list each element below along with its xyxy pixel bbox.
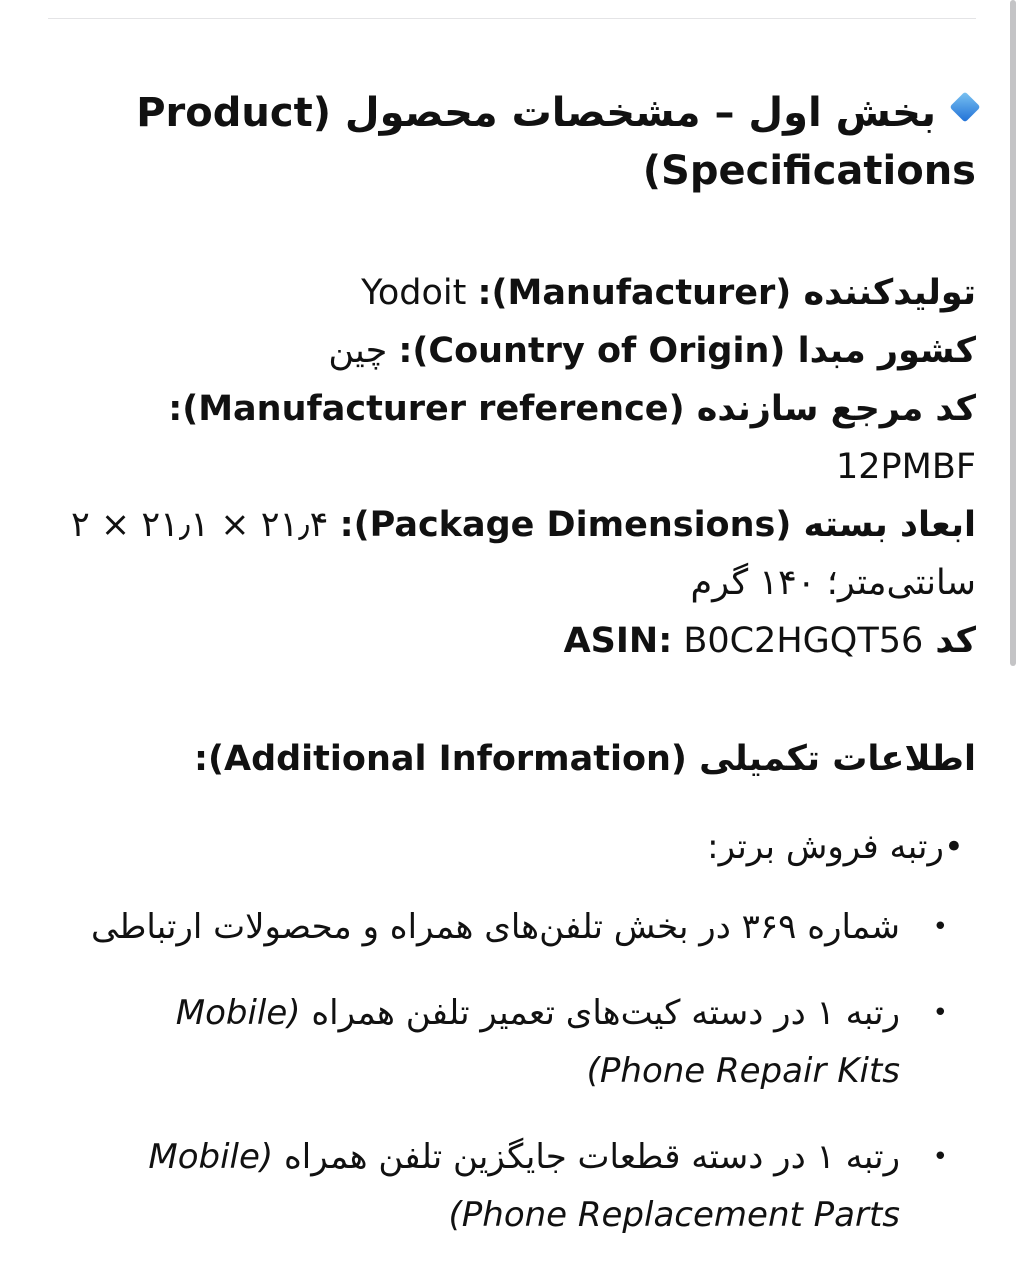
spec-row-reference [60, 380, 976, 496]
spec-value: 12PMBF [836, 447, 976, 487]
list-item [60, 984, 948, 1100]
rank-item-text: رتبه ۱ در دسته کیت‌های تعمیر تلفن همراه [311, 993, 900, 1033]
section2-heading: اطلاعات تکمیلی (Additional Information): [193, 739, 976, 779]
spec-label: ابعاد بسته (Package Dimensions): [339, 505, 976, 545]
spec-row-country [60, 322, 976, 380]
spec-label: کد مرجع سازنده (Manufacturer reference): [168, 389, 976, 429]
list-item [60, 898, 948, 956]
spec-row-dimensions [60, 496, 976, 612]
section1-heading [60, 84, 976, 200]
top-divider [48, 18, 976, 19]
spec-label: تولیدکننده (Manufacturer): [477, 273, 976, 313]
blue-diamond-icon [949, 91, 980, 122]
spec-row-asin [60, 612, 976, 670]
list-item [60, 1128, 948, 1244]
spec-label: کد ASIN: [563, 621, 976, 661]
section1-heading-text: بخش اول – مشخصات محصول (Product Specifications) [136, 90, 976, 194]
spec-value: Yodoit [361, 273, 467, 313]
rank-title: •رتبه فروش برتر: [707, 827, 964, 867]
spec-list [60, 264, 976, 670]
bullet: • [932, 1142, 948, 1172]
bullet: • [932, 912, 948, 942]
rank-list [60, 898, 976, 1244]
rank-item-category-en: (Mobile Phone Repair Kits) [175, 993, 900, 1091]
spec-value: B0C2HGQT56 [683, 621, 924, 661]
scrollbar-thumb[interactable] [1010, 0, 1016, 666]
spec-row-manufacturer [60, 264, 976, 322]
rank-item-category-en: (Mobile Phone Replacement Parts) [148, 1137, 900, 1235]
rank-item-text: رتبه ۱ در دسته قطعات جایگزین تلفن همراه [283, 1137, 900, 1177]
bullet: • [932, 998, 948, 1028]
spec-label: کشور مبدا (Country of Origin): [398, 331, 976, 371]
message-content [60, 84, 976, 1272]
spec-value: چین [328, 331, 388, 371]
rank-item-text: شماره ۳۶۹ در بخش تلفن‌های همراه و محصولات ارتباطی [91, 907, 900, 947]
spec-value: ۲ × ۲۱٫۱ × ۲۱٫۴ سانتی‌متر؛ ۱۴۰ گرم [70, 505, 976, 603]
